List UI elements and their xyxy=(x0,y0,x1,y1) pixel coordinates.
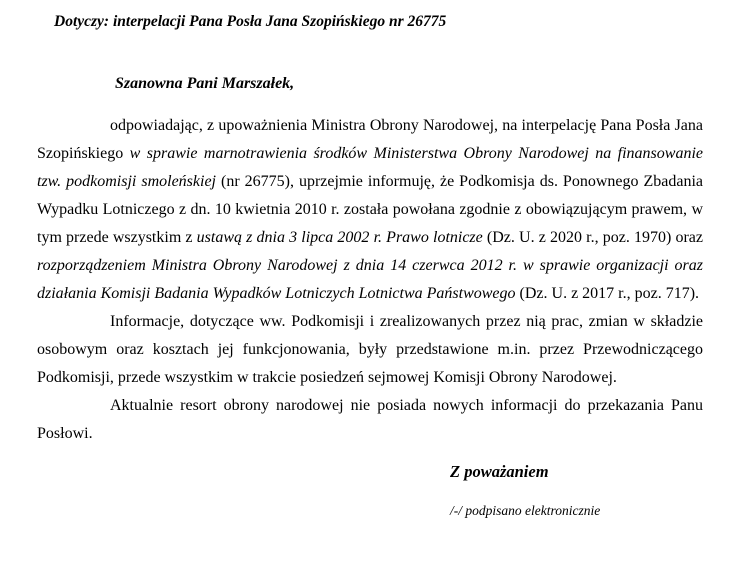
closing-block xyxy=(450,458,703,520)
body-paragraph-1 xyxy=(37,112,703,308)
letter-document xyxy=(0,12,740,580)
letter-body xyxy=(37,112,703,448)
electronic-signature-note: /-/ podpisano elektronicznie xyxy=(450,503,601,518)
text-run: Informacje, dotyczące ww. Podkomisji i zrealizowanych przez nią prac, zmian w składzie osobowym oraz kosztach jej funkcjonowania, były przedstawione m.in. przez Przewodniczącego Podkomisji, przede wszystkim w trakcie posiedzeń sejmowej Komisji Obrony Narodowej. xyxy=(37,313,703,386)
text-run: Aktualnie resort obrony narodowej nie posiada nowych informacji do przekazania Panu Posłowi. xyxy=(37,397,703,442)
closing-phrase: Z poważaniem xyxy=(450,462,549,481)
text-run: (nr 26775), uprzejmie informuję, że Podkomisja ds. Ponownego Zbadania Wypadku Lotniczego z dn. 10 kwietnia 2010 r. została powołana zgodnie z obowiązującym prawem, w tym przede wszystkim z xyxy=(37,173,703,246)
subject-line: Dotyczy: interpelacji Pana Posła Jana Szopińskiego nr 26775 xyxy=(54,13,447,30)
text-run: odpowiadając, z upoważnienia Ministra Obrony Narodowej, na interpelację Pana Posła Jana Szopińskiego xyxy=(37,117,703,162)
body-paragraph-2 xyxy=(37,308,703,392)
text-run: (Dz. U. z 2020 r., poz. 1970) oraz xyxy=(482,229,703,246)
salutation: Szanowna Pani Marszałek, xyxy=(115,75,295,92)
text-run: rozporządzeniem Ministra Obrony Narodowej z dnia 14 czerwca 2012 r. w sprawie organizacji oraz działania Komisji Badania Wypadków Lotniczych Lotnictwa Państwowego xyxy=(37,257,703,302)
text-run: w sprawie marnotrawienia środków Ministerstwa Obrony Narodowej na finansowanie tzw. podkomisji smoleńskiej xyxy=(37,145,704,190)
text-run: ustawą z dnia 3 lipca 2002 r. Prawo lotnicze xyxy=(196,229,483,246)
text-run: (Dz. U. z 2017 r., poz. 717). xyxy=(515,285,700,302)
body-paragraph-3 xyxy=(37,392,703,448)
